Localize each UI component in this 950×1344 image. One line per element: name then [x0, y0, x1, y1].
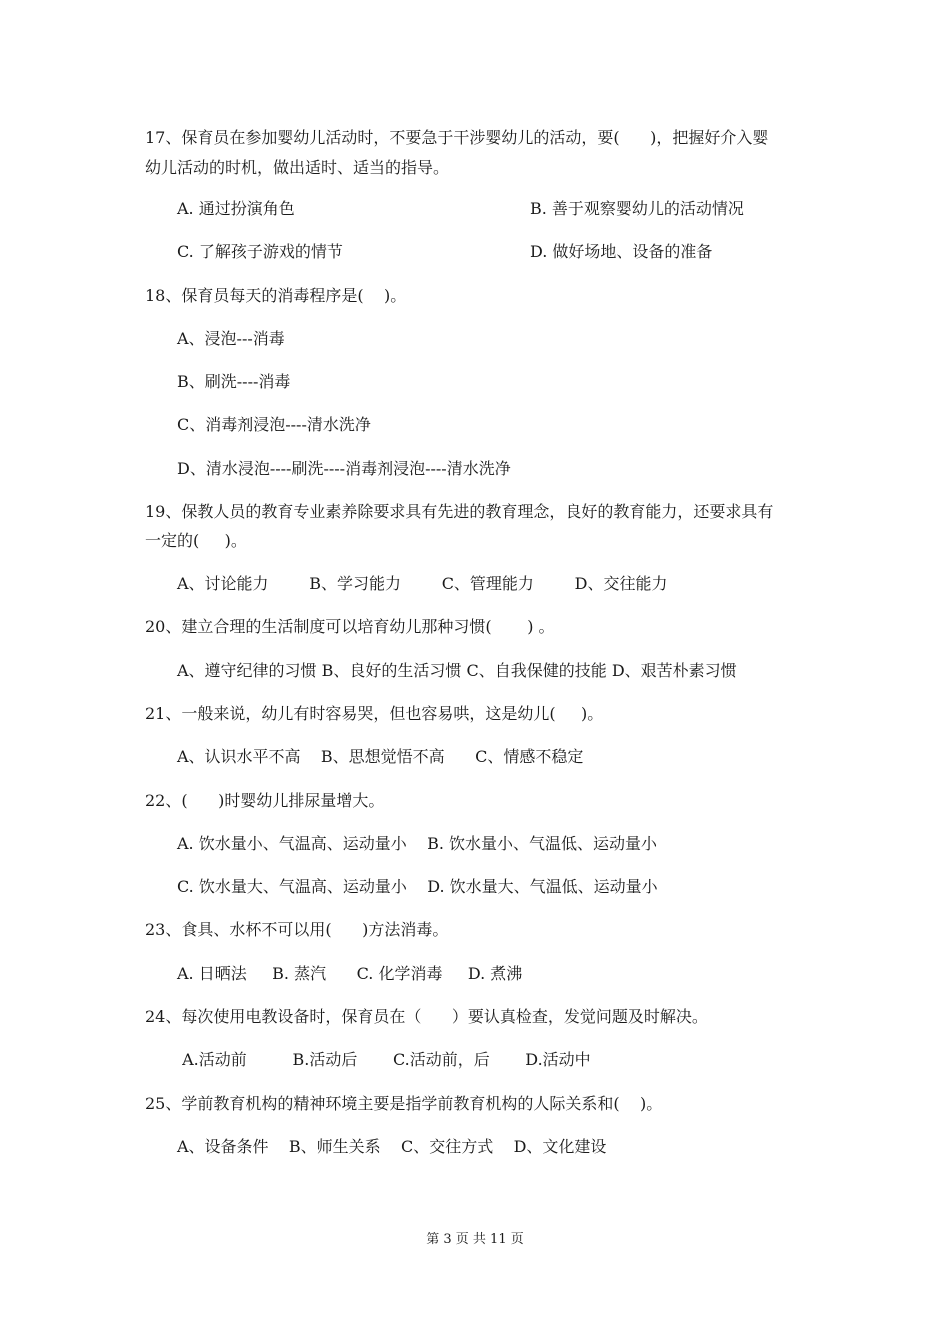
- question-17-option-d: D. 做好场地、设备的准备: [530, 242, 713, 261]
- question-18-option-c: C、消毒剂浸泡----清水洗净: [177, 415, 371, 434]
- page-footer: 第 3 页 共 11 页: [426, 1232, 524, 1247]
- question-20-stem: 20、建立合理的生活制度可以培育幼儿那种习惯( ) 。: [145, 617, 555, 636]
- question-21-options: A、认识水平不高 B、思想觉悟不高 C、情感不稳定: [177, 747, 584, 766]
- question-19-stem: 19、保教人员的教育专业素养除要求具有先进的教育理念，良好的教育能力，还要求具有: [145, 502, 774, 521]
- question-25-options: A、设备条件 B、师生关系 C、交往方式 D、文化建设: [177, 1137, 607, 1156]
- question-18-option-b: B、刷洗----消毒: [177, 372, 291, 391]
- question-18-stem: 18、保育员每天的消毒程序是( )。: [145, 286, 407, 305]
- question-22-stem: 22、( )时婴幼儿排尿量增大。: [145, 791, 385, 810]
- question-18-option-d: D、清水浸泡----刷洗----消毒剂浸泡----清水洗净: [177, 459, 511, 478]
- question-21-stem: 21、一般来说，幼儿有时容易哭，但也容易哄，这是幼儿( )。: [145, 704, 604, 723]
- question-17-option-a: A. 通过扮演角色: [177, 199, 295, 218]
- question-25-stem: 25、学前教育机构的精神环境主要是指学前教育机构的人际关系和( )。: [145, 1094, 663, 1113]
- question-17-option-c: C. 了解孩子游戏的情节: [177, 242, 343, 261]
- question-23-stem: 23、食具、水杯不可以用( )方法消毒。: [145, 920, 449, 939]
- question-19-stem-cont: 一定的( )。: [145, 531, 247, 550]
- question-20-options: A、遵守纪律的习惯 B、良好的生活习惯 C、自我保健的技能 D、艰苦朴素习惯: [177, 661, 737, 680]
- question-24-stem: 24、每次使用电教设备时，保育员在（ ）要认真检查，发觉问题及时解决。: [145, 1007, 708, 1026]
- question-17-stem: 17、保育员在参加婴幼儿活动时，不要急于干涉婴幼儿的活动，要( )，把握好介入婴: [145, 128, 769, 147]
- question-17-option-b: B. 善于观察婴幼儿的活动情况: [530, 199, 744, 218]
- question-17-stem-cont: 幼儿活动的时机，做出适时、适当的指导。: [145, 158, 450, 177]
- question-19-options: A、讨论能力 B、学习能力 C、管理能力 D、交往能力: [177, 574, 668, 593]
- question-23-options: A. 日晒法 B. 蒸汽 C. 化学消毒 D. 煮沸: [177, 964, 523, 983]
- question-22-options-ab: A. 饮水量小、气温高、运动量小 B. 饮水量小、气温低、运动量小: [177, 834, 658, 853]
- question-22-options-cd: C. 饮水量大、气温高、运动量小 D. 饮水量大、气温低、运动量小: [177, 877, 658, 896]
- question-24-options: A.活动前 B.活动后 C.活动前，后 D.活动中: [177, 1050, 591, 1069]
- question-18-option-a: A、浸泡---消毒: [177, 329, 285, 348]
